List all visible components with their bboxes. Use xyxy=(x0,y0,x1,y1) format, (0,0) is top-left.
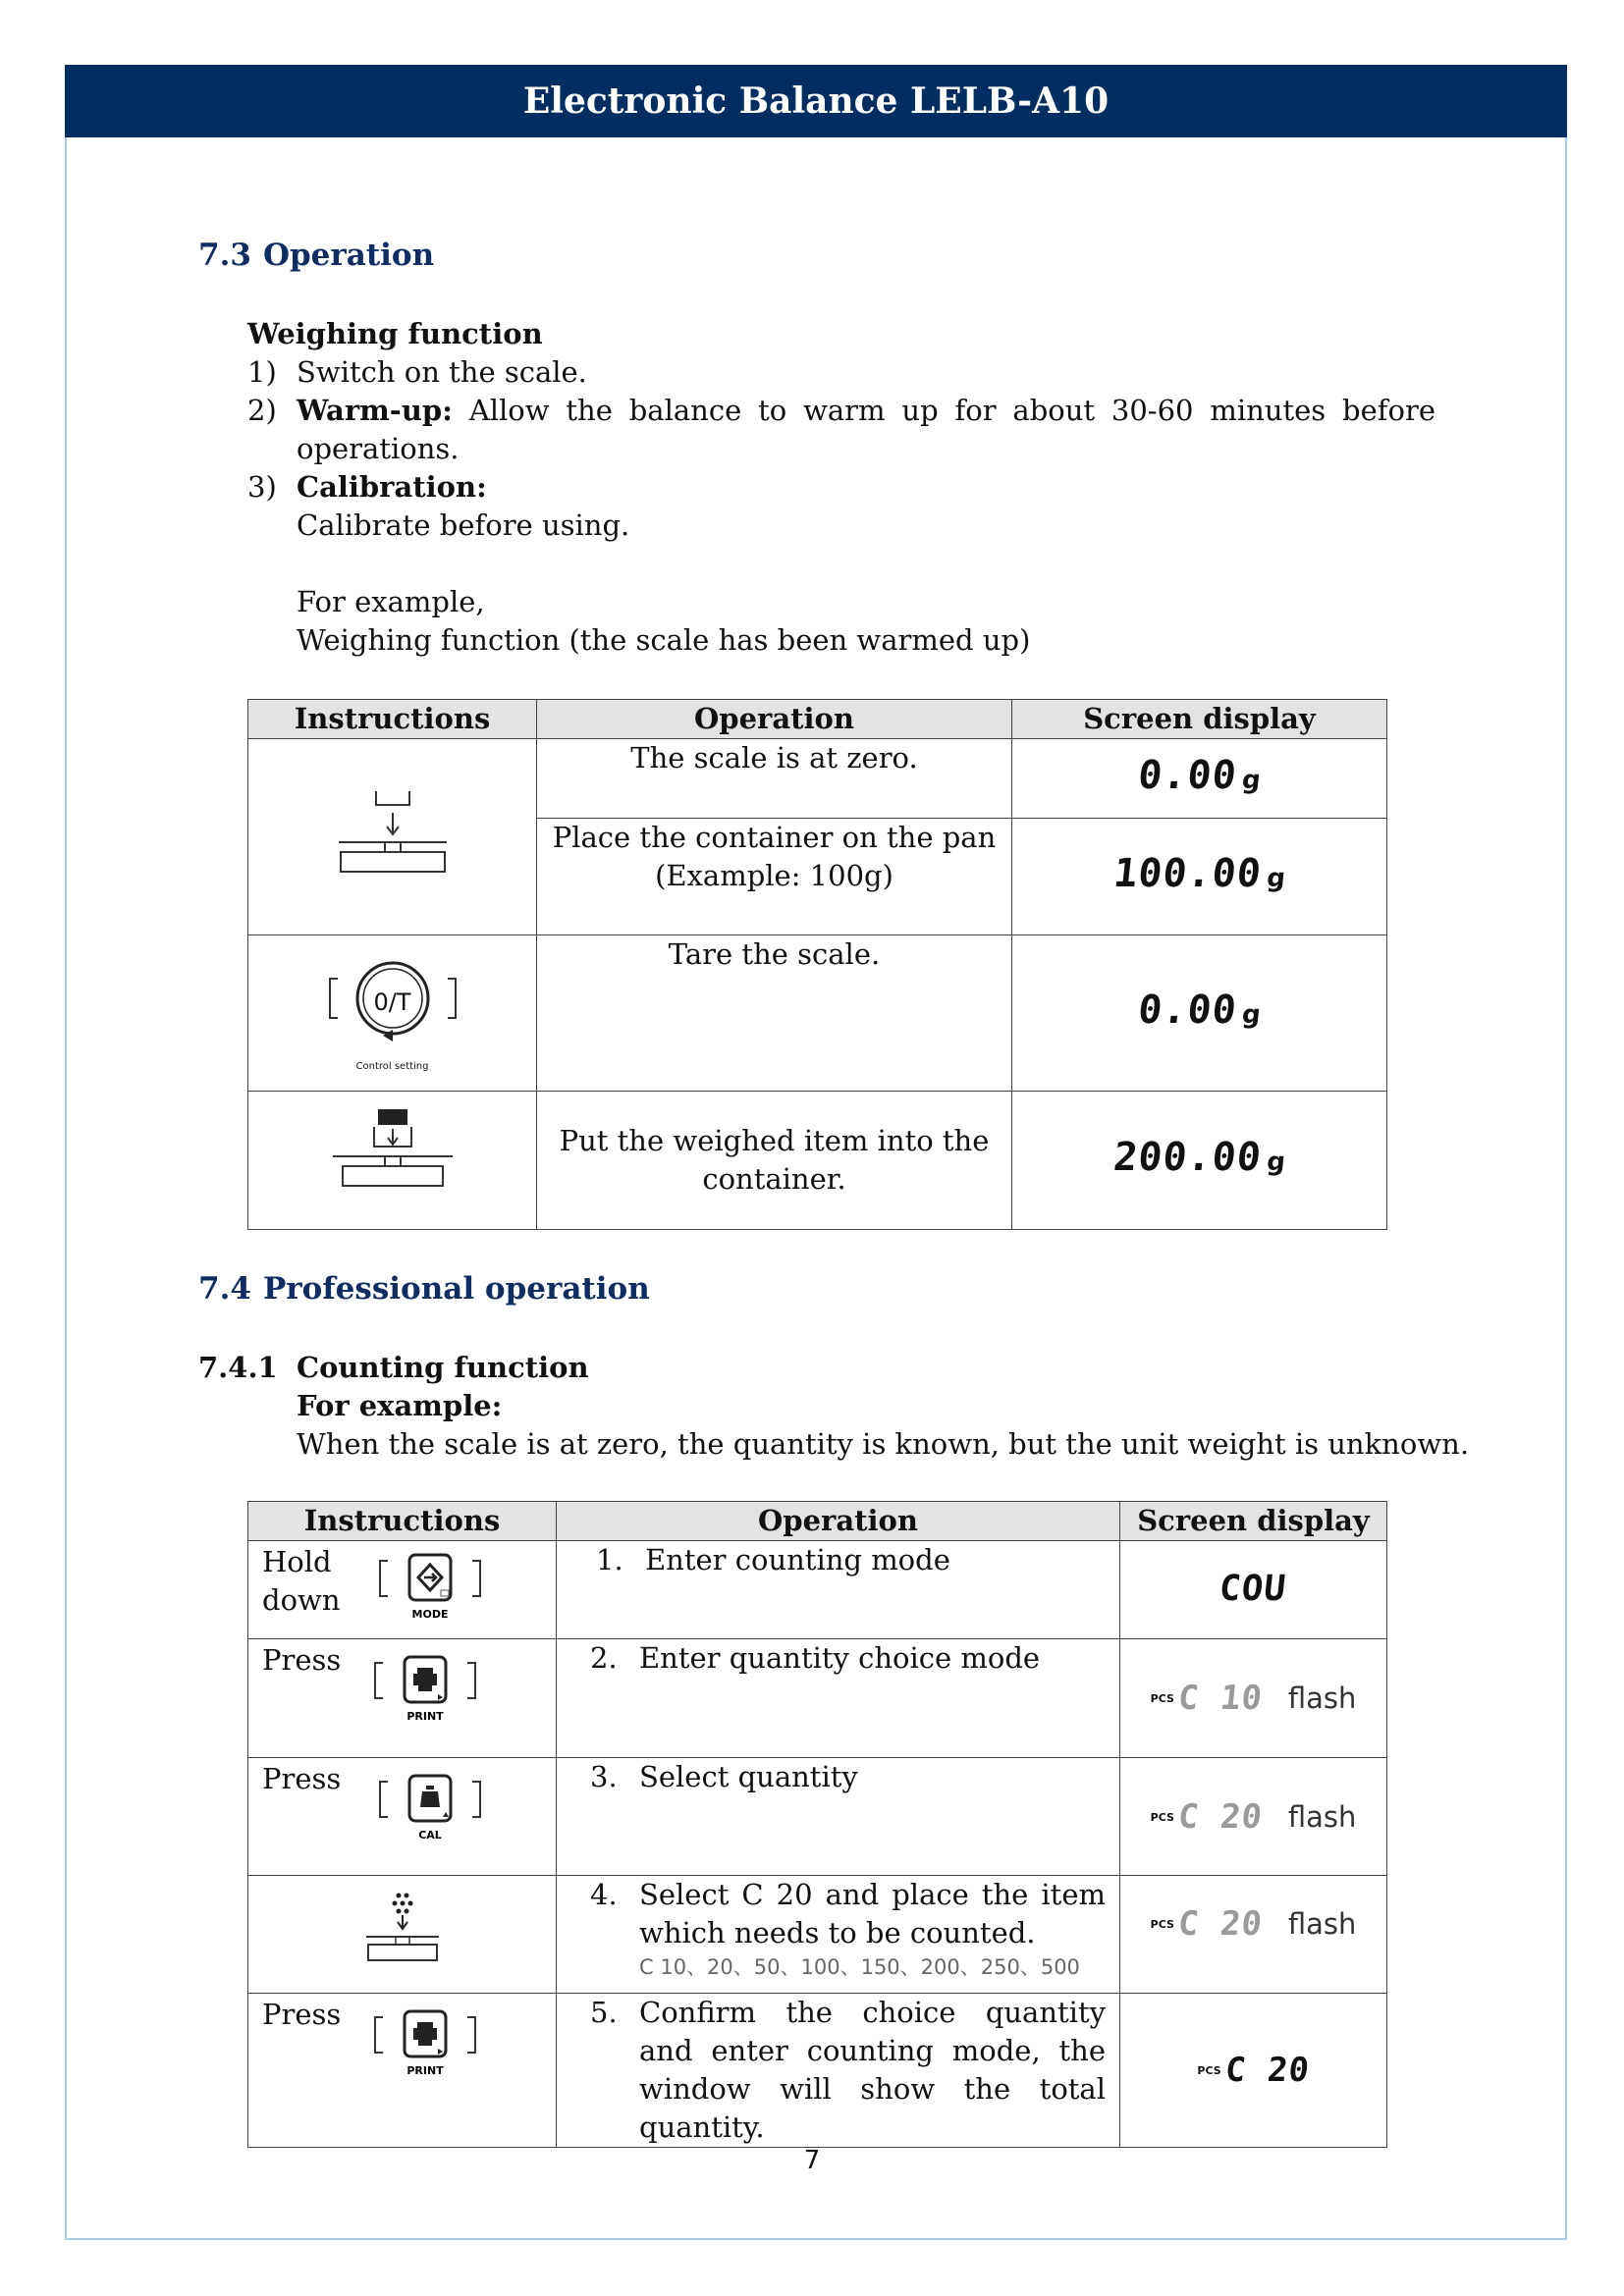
operation-cell: Tare the scale. xyxy=(537,935,1012,1092)
lcd-readout: C 10 xyxy=(1175,1679,1265,1719)
table-row xyxy=(248,1639,1387,1758)
table-row xyxy=(248,1994,1387,2148)
step-3-label: Calibration: xyxy=(297,470,487,504)
col-header-screen-display: Screen display xyxy=(1012,700,1387,739)
print-button-label: PRINT xyxy=(406,1710,444,1723)
lcd-readout: C 20 xyxy=(1222,2051,1312,2091)
table-row xyxy=(248,1541,1387,1639)
step-1-number: 1) xyxy=(247,355,277,389)
container-on-pan-cell xyxy=(248,739,537,935)
operation-cell: 5. Confirm the choice quantity and enter counting mode, the window will show the total quantity. xyxy=(557,1994,1120,2148)
items-on-pan-icon xyxy=(358,1886,447,1974)
display-cell xyxy=(1012,819,1387,935)
page-number: 7 xyxy=(803,2146,821,2175)
step-3-number: 3) xyxy=(247,470,277,504)
example-intro: For example, xyxy=(297,585,485,618)
tare-button-label: 0/T xyxy=(373,988,411,1016)
table-row xyxy=(248,739,1387,819)
instruction-cell xyxy=(248,1876,557,1994)
col-header-instructions: Instructions xyxy=(248,700,537,739)
operation-cell: 4. Select C 20 and place the item which needs to be counted. C 10、20、50、100、150、200、250、500 xyxy=(557,1876,1120,1994)
lcd-readout: C 20 xyxy=(1175,1903,1265,1944)
operation-cell: 2. Enter quantity choice mode xyxy=(557,1639,1120,1758)
table-row xyxy=(248,1092,1387,1230)
col-header-screen-display: Screen display xyxy=(1120,1502,1387,1541)
lcd-readout: 0.00g xyxy=(1135,988,1263,1033)
lcd-readout: 100.00g xyxy=(1110,851,1287,896)
container-on-pan-icon xyxy=(329,783,457,881)
print-button-icon xyxy=(371,2007,479,2086)
print-button-icon xyxy=(371,1653,479,1732)
display-cell: PCSC 20 xyxy=(1120,1994,1387,2148)
instruction-cell: Press CAL xyxy=(248,1758,557,1876)
display-cell: PCSC 20 flash xyxy=(1120,1876,1387,1994)
col-header-instructions: Instructions xyxy=(248,1502,557,1541)
lcd-readout: 200.00g xyxy=(1110,1135,1287,1180)
item-into-container-icon xyxy=(329,1101,457,1209)
display-cell xyxy=(1012,739,1387,819)
lcd-readout: C 20 xyxy=(1175,1796,1265,1837)
lcd-readout: COU xyxy=(1218,1569,1289,1609)
page-header: Electronic Balance LELB-A10 xyxy=(65,65,1567,137)
tare-button-cell xyxy=(248,935,537,1092)
display-cell xyxy=(1120,1541,1387,1639)
operation-cell: 1. Enter counting mode xyxy=(557,1541,1120,1639)
table-header-row xyxy=(248,700,1387,739)
mode-button-label: MODE xyxy=(411,1608,449,1621)
counting-example-text: When the scale is at zero, the quantity is known, but the unit weight is unknown. xyxy=(297,1427,1470,1461)
control-setting-caption: Control setting xyxy=(355,1061,429,1072)
step-2-number: 2) xyxy=(247,394,277,427)
mode-button-icon xyxy=(376,1551,484,1629)
step-3-text: Calibrate before using. xyxy=(297,508,630,542)
counting-table xyxy=(247,1501,1387,2148)
quantity-options-note: C 10、20、50、100、150、200、250、500 xyxy=(639,1955,1080,1979)
instruction-cell: Press PRINT xyxy=(248,1994,557,2148)
step-1-text: Switch on the scale. xyxy=(297,355,587,389)
instruction-cell: Press PRINT xyxy=(248,1639,557,1758)
display-cell xyxy=(1012,1092,1387,1230)
operation-cell: Put the weighed item into the container. xyxy=(537,1092,1012,1230)
subsection-number-7-4-1: 7.4.1 xyxy=(198,1351,278,1384)
for-example-label: For example: xyxy=(297,1389,503,1422)
weighing-function-title: Weighing function xyxy=(247,317,543,350)
print-button-label: PRINT xyxy=(406,2064,444,2077)
table-row xyxy=(248,1758,1387,1876)
table-row xyxy=(248,1876,1387,1994)
display-cell: PCSC 10 flash xyxy=(1120,1639,1387,1758)
table-row xyxy=(248,935,1387,1092)
section-heading-7-4: 7.4 Professional operation xyxy=(198,1271,650,1307)
step-2-text: Warm-up: Allow the balance to warm up for about 30-60 minutes before xyxy=(297,394,1435,427)
item-into-container-cell xyxy=(248,1092,537,1230)
operation-cell: The scale is at zero. xyxy=(537,739,1012,819)
step-2-continuation: operations. xyxy=(297,432,460,465)
display-cell: PCSC 20 flash xyxy=(1120,1758,1387,1876)
cal-button-label: CAL xyxy=(418,1829,442,1842)
operation-cell: 3. Select quantity xyxy=(557,1758,1120,1876)
cal-button-icon xyxy=(376,1772,484,1850)
col-header-operation: Operation xyxy=(557,1502,1120,1541)
weighing-table xyxy=(247,699,1387,1230)
operation-cell: Place the container on the pan (Example: 100g) xyxy=(537,819,1012,935)
table-header-row xyxy=(248,1502,1387,1541)
display-cell xyxy=(1012,935,1387,1092)
example-description: Weighing function (the scale has been warmed up) xyxy=(297,623,1031,657)
lcd-readout: 0.00g xyxy=(1135,753,1263,798)
counting-function-title: Counting function xyxy=(297,1351,589,1384)
col-header-operation: Operation xyxy=(537,700,1012,739)
section-heading-7-3: 7.3 Operation xyxy=(198,238,435,273)
instruction-cell: Hold down MODE xyxy=(248,1541,557,1639)
